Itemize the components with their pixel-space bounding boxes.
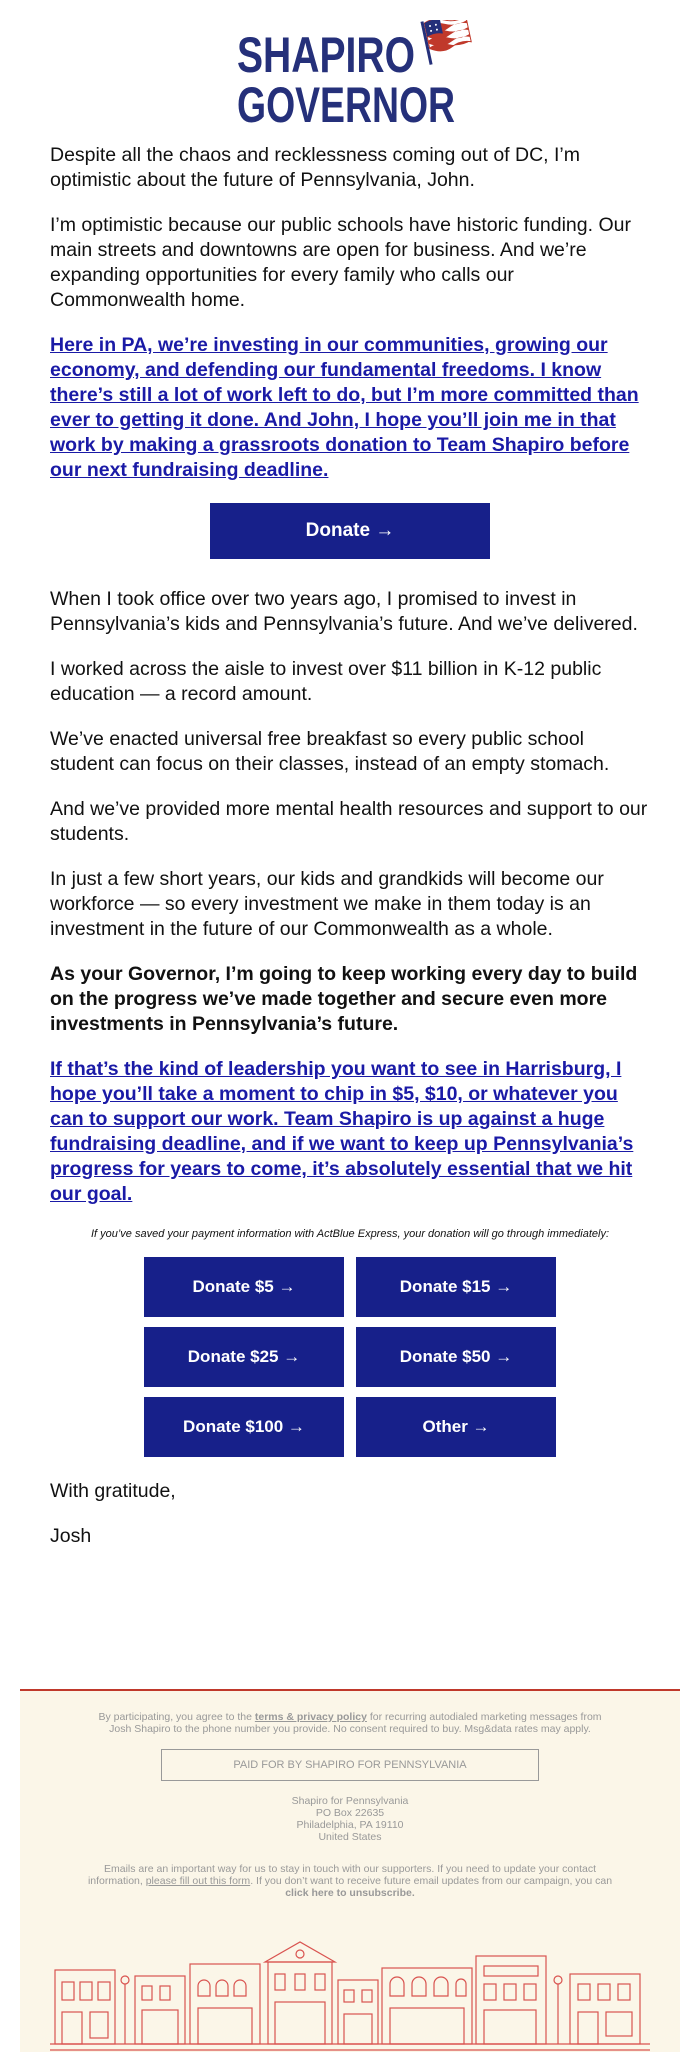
donation-amount-grid — [144, 1257, 556, 1457]
paragraph-mental-health: And we’ve provided more mental health resources and support to our students. — [50, 798, 648, 845]
paragraph-optimistic: I’m optimistic because our public schools have historic funding. Our main streets and downtowns are open for business. And we’re expanding opportunities for every family who calls our Commonwealth home. — [50, 214, 631, 311]
logo-line1: SHAPIRO — [237, 27, 415, 83]
address-city: Philadelphia, PA 19110 — [296, 1819, 404, 1831]
leadership-appeal-link[interactable]: If that’s the kind of leadership you want to see in Harrisburg, I hope you’ll take a moment to chip in $5, $10, or whatever you can to support our work. Team Shapiro is up against a huge fundraising deadline, and if we want to keep up Pennsylvania’s progress for years to come, it’s absolutely essential that we hit our goal. — [50, 1058, 634, 1205]
footer — [20, 1689, 680, 2052]
donate-25-button[interactable]: Donate $25 → — [144, 1327, 344, 1387]
closing: With gratitude, — [50, 1480, 176, 1502]
paragraph-education: I worked across the aisle to invest over $11 billion in K-12 public education — a record amount. — [50, 658, 602, 705]
donate-other-button[interactable]: Other → — [356, 1397, 556, 1457]
email-body — [50, 143, 650, 1569]
terms-privacy-link[interactable]: terms & privacy policy — [254, 1711, 367, 1723]
flag-icon — [422, 20, 474, 65]
legal-disclaimer: By participating, you agree to the terms & privacy policy for recurring autodialed marketing messages from Josh Shapiro to the phone number you provide. No consent required to buy. Msg&data rates may apply. — [98, 1711, 602, 1735]
mailing-address — [20, 1795, 680, 1843]
paragraph-workforce: In just a few short years, our kids and grandkids will become our workforce — so every investment we make in them today is an investment in the future of our Commonwealth as a whole. — [50, 868, 604, 940]
paragraph-intro: Despite all the chaos and recklessness coming out of DC, I’m optimistic about the future of Pennsylvania, John. — [50, 144, 580, 191]
email-preferences-note: Emails are an important way for us to stay in touch with our supporters. If you need to update your contact information, please fill out this form. If you don’t want to receive future email updates from our campaign, you can click here to unsubscribe. — [87, 1863, 613, 1899]
donate-button[interactable]: Donate → — [210, 503, 490, 559]
donate-100-button[interactable]: Donate $100 → — [144, 1397, 344, 1457]
signature: Josh — [50, 1525, 92, 1547]
address-pobox: PO Box 22635 — [315, 1807, 385, 1819]
main-street-illustration — [50, 1934, 650, 2052]
shapiro-governor-logo — [0, 20, 700, 126]
address-country: United States — [318, 1831, 382, 1843]
unsubscribe-link[interactable]: click here to unsubscribe. — [285, 1887, 415, 1899]
paid-for-box: PAID FOR BY SHAPIRO FOR PENNSYLVANIA — [161, 1749, 539, 1781]
donate-50-button[interactable]: Donate $50 → — [356, 1327, 556, 1387]
address-org: Shapiro for Pennsylvania — [291, 1795, 409, 1807]
paragraph-took-office: When I took office over two years ago, I promised to invest in Pennsylvania’s kids and Pennsylvania’s future. And we’ve delivered. — [50, 588, 638, 635]
update-contact-form-link[interactable]: please fill out this form — [145, 1875, 251, 1887]
paragraph-governor: As your Governor, I’m going to keep working every day to build on the progress we’ve made together and secure even more investments in Pennsylvania’s future. — [50, 963, 638, 1035]
logo-line2: GOVERNOR — [237, 77, 455, 126]
paragraph-breakfast: We’ve enacted universal free breakfast so every public school student can focus on their classes, instead of an empty stomach. — [50, 728, 610, 775]
donate-5-button[interactable]: Donate $5 → — [144, 1257, 344, 1317]
donation-appeal-link[interactable]: Here in PA, we’re investing in our communities, growing our economy, and defending our fundamental freedoms. I know there’s still a lot of work left to do, but I’m more committed than ever to getting it done. And John, I hope you’ll join me in that work by making a grassroots donation to Team Shapiro before our next fundraising deadline. — [50, 334, 639, 481]
donate-15-button[interactable]: Donate $15 → — [356, 1257, 556, 1317]
actblue-express-note: If you’ve saved your payment information with ActBlue Express, your donation will go through immediately: — [90, 1228, 610, 1240]
